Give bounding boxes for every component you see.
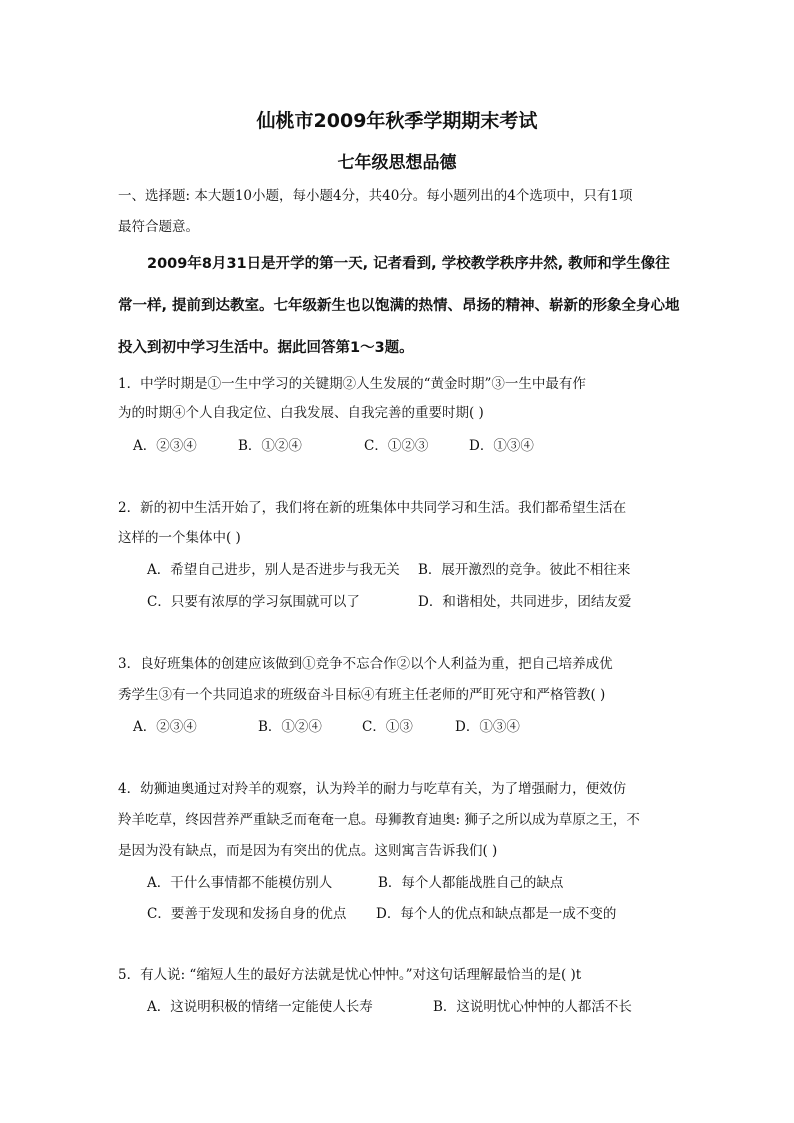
section-heading-line2: 最符合题意。 [118, 219, 199, 235]
question-1-option-a: A．②③④ [133, 438, 197, 454]
question-3-line2: 秀学生③有一个共同追求的班级奋斗目标④有班主任老师的严盯死守和严格管教( ) [118, 687, 606, 703]
question-5-option-b: B．这说明忧心忡忡的人都活不长 [433, 999, 632, 1015]
question-3-option-d: D．①③④ [455, 719, 520, 735]
question-5-option-a: A．这说明积极的情绪一定能使人长寿 [147, 999, 373, 1015]
question-2-option-d: D．和谐相处，共同进步，团结友爱 [418, 594, 632, 610]
passage-line1: 2009年8月31日是开学的第一天, 记者看到, 学校教学秩序井然, 教师和学生像往 [147, 256, 670, 272]
question-5-line1: 5．有人说: “缩短人生的最好方法就是忧心忡忡。”对这句话理解最恰当的是( )t [118, 967, 582, 983]
question-4-option-d: D．每个人的优点和缺点都是一成不变的 [376, 906, 617, 922]
question-2-option-a: A．希望自己进步，别人是否进步与我无关 [147, 562, 400, 578]
question-1-line2: 为的时期④个人自我定位、白我发展、自我完善的重要时期( ) [118, 405, 484, 421]
exam-title: 仙桃市2009年秋季学期期末考试 [256, 110, 538, 132]
question-2-option-b: B．展开激烈的竞争。彼此不相往来 [418, 562, 631, 578]
question-2-option-c: C．只要有浓厚的学习氛围就可以了 [147, 594, 360, 610]
question-2-line1: 2．新的初中生活开始了，我们将在新的班集体中共同学习和生活。我们都希望生活在 [118, 500, 627, 516]
question-4-line1: 4．幼狮迪奥通过对羚羊的观察，认为羚羊的耐力与吃草有关，为了增强耐力，便效仿 [118, 781, 627, 797]
question-1-line1: 1．中学时期是①一生中学习的关键期②人生发展的“黄金时期”③一生中最有作 [118, 376, 586, 392]
question-4-option-b: B．每个人都能战胜自己的缺点 [378, 875, 564, 891]
question-3-option-c: C．①③ [362, 719, 413, 735]
passage-line2: 常一样, 提前到达教室。七年级新生也以饱满的热情、昂扬的精神、崭新的形象全身心地 [118, 298, 680, 314]
question-1-option-c: C．①②③ [364, 438, 429, 454]
question-2-line2: 这样的一个集体中( ) [118, 530, 241, 546]
question-4-option-c: C．要善于发现和发扬自身的优点 [147, 906, 347, 922]
question-3-option-b: B．①②④ [258, 719, 322, 735]
question-4-line2: 羚羊吃草，终因营养严重缺乏而奄奄一息。母狮教育迪奥: 狮子之所以成为草原之王，不 [118, 812, 640, 828]
question-4-option-a: A．干什么事情都不能模仿别人 [147, 875, 333, 891]
passage-line3: 投入到初中学习生活中。据此回答第1～3题。 [118, 340, 414, 356]
question-1-option-b: B．①②④ [238, 438, 302, 454]
section-heading-line1: 一、选择题: 本大题10小题，每小题4分，共40分。每小题列出的4个选项中，只有1项 [118, 188, 633, 204]
exam-subtitle: 七年级思想品德 [337, 153, 457, 173]
question-4-line3: 是因为没有缺点，而是因为有突出的优点。这则寓言告诉我们( ) [118, 843, 498, 859]
question-3-option-a: A．②③④ [133, 719, 197, 735]
question-1-option-d: D．①③④ [469, 438, 534, 454]
question-3-line1: 3．良好班集体的创建应该做到①竞争不忘合作②以个人利益为重，把自己培养成优 [118, 656, 613, 672]
